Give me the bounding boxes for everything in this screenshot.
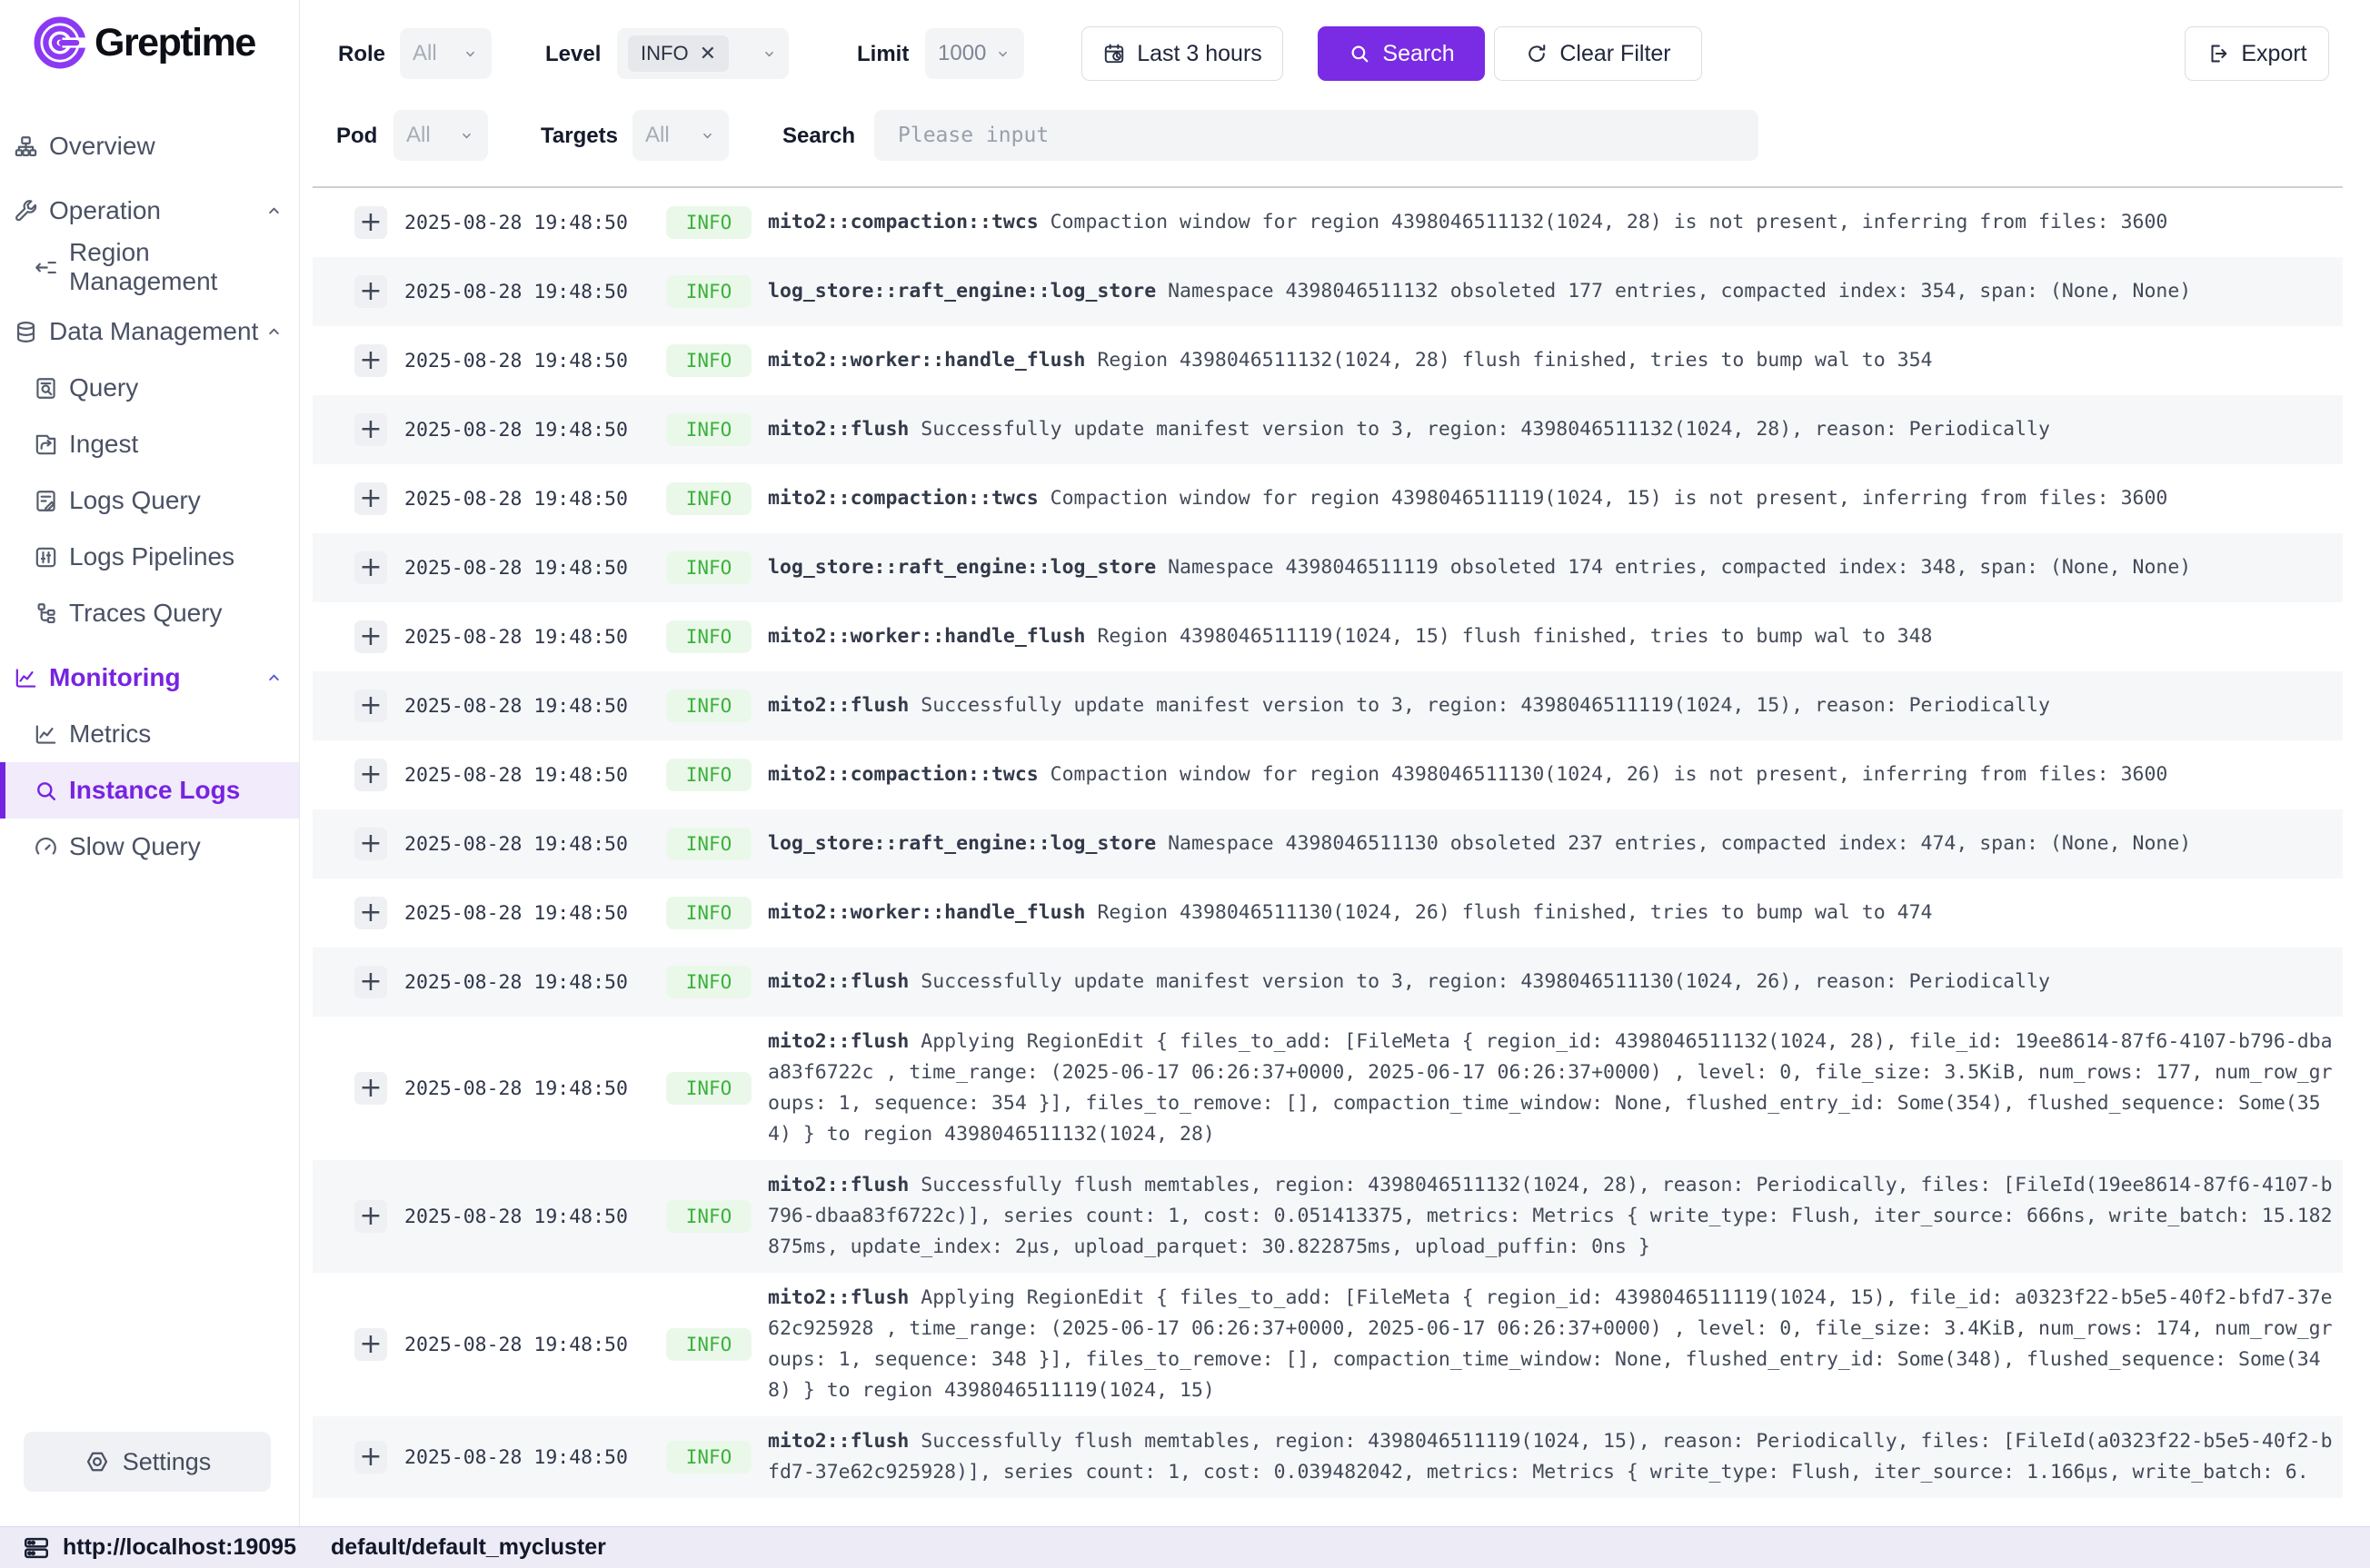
log-level-badge: INFO — [666, 551, 752, 584]
level-label: Level — [545, 42, 602, 66]
log-timestamp: 2025-08-28 19:48:50 — [404, 211, 628, 234]
log-message — [768, 276, 2342, 307]
chevron-up-icon — [264, 668, 284, 689]
log-level-badge: INFO — [666, 897, 752, 929]
expand-row-button[interactable]: + — [354, 275, 387, 308]
chevron-up-icon — [264, 322, 284, 342]
role-label: Role — [338, 42, 386, 66]
log-timestamp: 2025-08-28 19:48:50 — [404, 1077, 628, 1100]
sidebar-item-slow-query[interactable] — [0, 819, 299, 875]
log-level-badge: INFO — [666, 482, 752, 515]
targets-select[interactable] — [632, 110, 729, 161]
branch-left-icon — [33, 254, 59, 281]
sitemap-icon — [13, 134, 39, 160]
chevron-down-icon — [458, 127, 475, 144]
level-tag-value: INFO — [641, 42, 689, 65]
search-icon — [33, 778, 59, 804]
search-icon — [1348, 42, 1371, 65]
log-module: mito2::worker::handle_flush — [768, 349, 1086, 372]
brand-logo[interactable] — [0, 0, 299, 73]
log-row — [313, 464, 2343, 533]
log-module: mito2::flush — [768, 1030, 910, 1053]
log-text: Namespace 4398046511119 obsoleted 174 entries, compacted index: 348, span: (None, None) — [1156, 556, 2192, 579]
sidebar-item-label: Region Management — [69, 238, 218, 295]
search-button[interactable] — [1318, 26, 1485, 81]
log-row — [313, 1273, 2343, 1416]
sidebar-item-query[interactable] — [0, 360, 299, 416]
log-module: mito2::flush — [768, 1286, 910, 1309]
expand-row-button[interactable]: + — [354, 413, 387, 446]
log-message — [768, 898, 2342, 928]
log-level-badge: INFO — [666, 1200, 752, 1233]
log-row — [313, 1017, 2343, 1160]
search-button-label: Search — [1382, 40, 1455, 66]
log-message — [768, 759, 2342, 790]
log-timestamp: 2025-08-28 19:48:50 — [404, 901, 628, 925]
sidebar-item-label: Data Management — [49, 317, 259, 345]
expand-row-button[interactable]: + — [354, 1328, 387, 1361]
time-range-label: Last 3 hours — [1137, 40, 1262, 66]
sidebar-item-label: Ingest — [69, 430, 139, 458]
sidebar-item-ingest[interactable] — [0, 416, 299, 472]
log-text: Successfully flush memtables, region: 4398046511119(1024, 15), reason: Periodically, files: [FileId(a0323f22-b5e5-40f2-bfd7-37e62c925928)], series count: 1, cost: 0.039482042, metrics: Metrics { write_type: Flush, iter_source: 1.166µs, write_batch: 6. — [768, 1430, 2333, 1484]
log-text: Region 4398046511119(1024, 15) flush finished, tries to bump wal to 348 — [1085, 625, 1933, 648]
level-tag — [628, 35, 729, 72]
expand-row-button[interactable]: + — [354, 690, 387, 722]
log-text: Compaction window for region 4398046511130(1024, 26) is not present, inferring from files: 3600 — [1038, 763, 2168, 786]
log-row — [313, 602, 2343, 671]
sidebar-item-label: Traces Query — [69, 599, 223, 627]
log-timestamp: 2025-08-28 19:48:50 — [404, 763, 628, 787]
log-level-badge: INFO — [666, 1328, 752, 1361]
log-module: mito2::compaction::twcs — [768, 487, 1039, 510]
pod-value: All — [406, 123, 431, 147]
log-message — [768, 1283, 2342, 1406]
sidebar-item-operation[interactable] — [0, 183, 299, 239]
log-text: Successfully update manifest version to 3, region: 4398046511119(1024, 15), reason: Periodically — [909, 694, 2050, 717]
sidebar-item-metrics[interactable] — [0, 706, 299, 762]
log-module: mito2::flush — [768, 1430, 910, 1453]
chevron-up-icon[interactable] — [264, 668, 284, 689]
log-message — [768, 1170, 2342, 1263]
log-text: Compaction window for region 4398046511119(1024, 15) is not present, inferring from files: 3600 — [1038, 487, 2168, 510]
export-button[interactable] — [2185, 26, 2329, 81]
sidebar-item-overview[interactable] — [0, 118, 299, 174]
log-timestamp: 2025-08-28 19:48:50 — [404, 970, 628, 994]
role-value: All — [413, 41, 437, 65]
export-icon — [2206, 42, 2230, 65]
log-row — [313, 326, 2343, 395]
sidebar-item-region-management[interactable] — [0, 239, 299, 295]
log-text: Region 4398046511130(1024, 26) flush finished, tries to bump wal to 474 — [1085, 901, 1933, 924]
expand-row-button[interactable]: + — [354, 344, 387, 377]
search-input[interactable] — [874, 110, 1758, 161]
log-level-badge: INFO — [666, 1072, 752, 1105]
limit-select[interactable] — [925, 28, 1024, 79]
sidebar-item-label: Overview — [49, 132, 155, 160]
log-module: mito2::flush — [768, 970, 910, 993]
log-message — [768, 207, 2342, 238]
line-chart-icon — [33, 721, 59, 748]
log-timestamp: 2025-08-28 19:48:50 — [404, 1445, 628, 1469]
gear-icon — [84, 1448, 111, 1475]
log-message — [768, 829, 2342, 859]
wrench-icon — [13, 198, 39, 224]
log-text: Successfully update manifest version to 3, region: 4398046511132(1024, 28), reason: Periodically — [909, 418, 2050, 441]
log-text: Applying RegionEdit { files_to_add: [FileMeta { region_id: 4398046511132(1024, 28), file_id: 19ee8614-87f6-4107-b796-dbaa83f6722c , time_range: (2025-06-17 06:26:37+0000, 2025-06-17 06:26:37+0000) , level: 0, file_size: 3.5KiB, num_rows: 177, num_row_groups: 1, sequence: 354 }], files_to_remove: [], compaction_time_window: None, flushed_entry_id: Some(354), flushed_sequence: Some(354) } to region 4398046511132(1024, 28) — [768, 1030, 2333, 1146]
chevron-up-icon[interactable] — [264, 201, 284, 222]
expand-row-button[interactable]: + — [354, 966, 387, 998]
log-row — [313, 948, 2343, 1017]
clear-filter-label: Clear Filter — [1559, 40, 1671, 66]
sidebar-item-data-management[interactable] — [0, 303, 299, 360]
log-row — [313, 533, 2343, 602]
sidebar-item-label: Metrics — [69, 719, 152, 748]
log-level-badge: INFO — [666, 966, 752, 998]
sidebar-item-logs-query[interactable] — [0, 472, 299, 529]
log-module: mito2::flush — [768, 418, 910, 441]
log-row — [313, 188, 2343, 257]
cluster-name[interactable]: default/default_mycluster — [331, 1534, 606, 1560]
status-bar — [0, 1526, 2370, 1568]
refresh-icon — [1525, 42, 1548, 65]
log-row — [313, 809, 2343, 878]
log-level-badge: INFO — [666, 620, 752, 653]
expand-row-button[interactable]: + — [354, 1441, 387, 1474]
log-message — [768, 621, 2342, 652]
expand-row-button[interactable]: + — [354, 759, 387, 791]
export-label: Export — [2241, 40, 2307, 66]
log-message — [768, 1426, 2342, 1488]
log-timestamp: 2025-08-28 19:48:50 — [404, 1205, 628, 1228]
expand-row-button[interactable]: + — [354, 551, 387, 584]
expand-row-button[interactable]: + — [354, 1072, 387, 1105]
log-level-badge: INFO — [666, 828, 752, 860]
log-text: Namespace 4398046511132 obsoleted 177 entries, compacted index: 354, span: (None, None) — [1156, 280, 2192, 303]
limit-label: Limit — [857, 42, 910, 66]
log-row — [313, 740, 2343, 809]
chevron-down-icon — [462, 45, 479, 63]
log-timestamp: 2025-08-28 19:48:50 — [404, 625, 628, 649]
log-timestamp: 2025-08-28 19:48:50 — [404, 418, 628, 442]
log-message — [768, 414, 2342, 445]
log-message — [768, 1027, 2342, 1150]
chevron-up-icon[interactable] — [264, 322, 284, 342]
log-level-badge: INFO — [666, 206, 752, 239]
expand-row-button[interactable]: + — [354, 206, 387, 239]
remove-tag-icon[interactable]: ✕ — [699, 42, 716, 65]
log-row — [313, 878, 2343, 948]
settings-button[interactable] — [24, 1432, 271, 1492]
sidebar-item-label: Logs Pipelines — [69, 542, 235, 571]
log-timestamp: 2025-08-28 19:48:50 — [404, 1333, 628, 1356]
log-row — [313, 395, 2343, 464]
pod-select[interactable] — [393, 110, 488, 161]
log-row — [313, 1160, 2343, 1273]
log-text: Region 4398046511132(1024, 28) flush finished, tries to bump wal to 354 — [1085, 349, 1933, 372]
log-table[interactable] — [313, 186, 2343, 1526]
sidebar-item-label: Operation — [49, 196, 161, 224]
log-text: Namespace 4398046511130 obsoleted 237 entries, compacted index: 474, span: (None, None) — [1156, 832, 2192, 855]
log-level-badge: INFO — [666, 413, 752, 446]
chevron-down-icon — [994, 45, 1011, 63]
log-level-badge: INFO — [666, 344, 752, 377]
limit-value: 1000 — [938, 41, 987, 65]
expand-row-button[interactable]: + — [354, 482, 387, 515]
log-module: mito2::compaction::twcs — [768, 763, 1039, 786]
clear-filter-button[interactable] — [1494, 26, 1702, 81]
greptime-logo-icon — [33, 15, 87, 70]
expand-row-button[interactable]: + — [354, 897, 387, 929]
sidebar-nav — [0, 118, 299, 875]
sidebar-item-label: Monitoring — [49, 663, 181, 691]
doc-edit-icon — [33, 488, 59, 514]
search-field-label: Search — [782, 124, 856, 148]
chevron-down-icon — [761, 45, 778, 63]
log-timestamp: 2025-08-28 19:48:50 — [404, 280, 628, 303]
log-level-badge: INFO — [666, 1441, 752, 1474]
log-message — [768, 345, 2342, 376]
log-row — [313, 671, 2343, 740]
sliders-icon — [33, 544, 59, 571]
log-level-badge: INFO — [666, 759, 752, 791]
line-chart-icon — [13, 665, 39, 691]
log-text: Applying RegionEdit { files_to_add: [FileMeta { region_id: 4398046511119(1024, 15), file_id: a0323f22-b5e5-40f2-bfd7-37e62c925928 , time_range: (2025-06-17 06:26:37+0000, 2025-06-17 06:26:37+0000) , level: 0, file_size: 3.4KiB, num_rows: 174, num_row_groups: 1, sequence: 348 }], files_to_remove: [], compaction_time_window: None, flushed_entry_id: Some(348), flushed_sequence: Some(348) } to region 4398046511119(1024, 15) — [768, 1286, 2333, 1402]
role-select[interactable] — [400, 28, 492, 79]
main-content — [302, 0, 2370, 1526]
server-icon — [22, 1533, 51, 1563]
settings-label: Settings — [122, 1447, 212, 1475]
log-timestamp: 2025-08-28 19:48:50 — [404, 832, 628, 856]
expand-row-button[interactable]: + — [354, 1200, 387, 1233]
log-timestamp: 2025-08-28 19:48:50 — [404, 556, 628, 580]
sidebar-item-label: Logs Query — [69, 486, 201, 514]
log-message — [768, 483, 2342, 514]
log-module: log_store::raft_engine::log_store — [768, 832, 1157, 855]
log-message — [768, 690, 2342, 721]
gauge-icon — [33, 834, 59, 860]
targets-value: All — [645, 123, 670, 147]
log-module: log_store::raft_engine::log_store — [768, 556, 1157, 579]
log-text: Successfully flush memtables, region: 4398046511132(1024, 28), reason: Periodically, files: [FileId(19ee8614-87f6-4107-b796-dbaa83f6722c)], series count: 1, cost: 0.051413375, metrics: Metrics { write_type: Flush, iter_source: 666ns, write_batch: 15.182875ms, update_index: 2µs, upload_parquet: 30.822875ms, upload_puffin: 0ns } — [768, 1174, 2333, 1258]
log-message — [768, 967, 2342, 997]
targets-label: Targets — [541, 124, 618, 148]
sidebar-item-label: Slow Query — [69, 832, 201, 860]
sidebar-item-traces-query[interactable] — [0, 585, 299, 641]
sidebar-item-monitoring[interactable] — [0, 650, 299, 706]
calendar-clock-icon — [1102, 42, 1126, 65]
sidebar-item-label: Query — [69, 373, 139, 402]
log-timestamp: 2025-08-28 19:48:50 — [404, 694, 628, 718]
pod-label: Pod — [336, 124, 378, 148]
log-module: log_store::raft_engine::log_store — [768, 280, 1157, 303]
log-module: mito2::flush — [768, 694, 910, 717]
log-module: mito2::worker::handle_flush — [768, 901, 1086, 924]
log-row — [313, 1416, 2343, 1498]
sidebar-item-label: Instance Logs — [69, 776, 241, 804]
sidebar-item-instance-logs[interactable] — [0, 762, 299, 819]
expand-row-button[interactable]: + — [354, 620, 387, 653]
brand-name: Greptime — [95, 20, 255, 65]
log-text: Compaction window for region 4398046511132(1024, 28) is not present, inferring from files: 3600 — [1038, 211, 2168, 233]
level-select[interactable] — [617, 28, 789, 79]
log-module: mito2::flush — [768, 1174, 910, 1196]
sidebar — [0, 0, 300, 1526]
log-message — [768, 552, 2342, 583]
expand-row-button[interactable]: + — [354, 828, 387, 860]
sidebar-item-logs-pipelines[interactable] — [0, 529, 299, 585]
chevron-up-icon — [264, 201, 284, 222]
log-timestamp: 2025-08-28 19:48:50 — [404, 349, 628, 372]
log-module: mito2::compaction::twcs — [768, 211, 1039, 233]
server-url[interactable]: http://localhost:19095 — [63, 1534, 296, 1560]
time-range-button[interactable] — [1081, 26, 1283, 81]
log-module: mito2::worker::handle_flush — [768, 625, 1086, 648]
doc-search-icon — [33, 375, 59, 402]
database-icon — [13, 319, 39, 345]
log-timestamp: 2025-08-28 19:48:50 — [404, 487, 628, 511]
ingest-icon — [33, 432, 59, 458]
chevron-down-icon — [699, 127, 716, 144]
log-level-badge: INFO — [666, 690, 752, 722]
log-level-badge: INFO — [666, 275, 752, 308]
tree-icon — [33, 600, 59, 627]
log-row — [313, 257, 2343, 326]
log-text: Successfully update manifest version to 3, region: 4398046511130(1024, 26), reason: Periodically — [909, 970, 2050, 993]
